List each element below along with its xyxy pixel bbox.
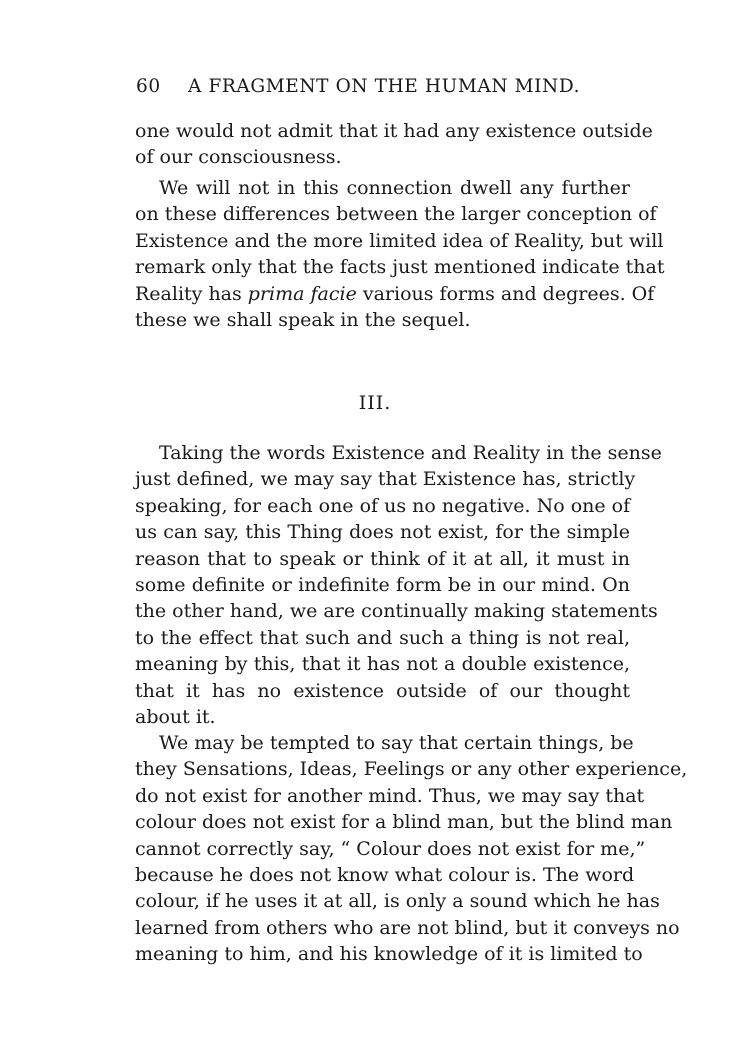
page-number: 60 (136, 76, 161, 97)
text-line: reason that to speak or think of it at all, it must in (135, 547, 630, 570)
text-line: to the effect that such and such a thing is not real, (135, 626, 630, 649)
text-line: colour does not exist for a blind man, but the blind man (135, 811, 673, 834)
italic-phrase: prima facie (247, 282, 357, 305)
text-line: meaning to him, and his knowledge of it is limited to (135, 943, 643, 966)
text-line: about it. (135, 706, 216, 729)
text-line: Taking the words Existence and Reality in the sense (159, 442, 662, 464)
text-line: We may be tempted to say that certain things, be (159, 732, 634, 754)
paragraph-continued (135, 118, 653, 171)
paragraph-we-may-be-tempted (135, 730, 688, 968)
running-title: A FRAGMENT ON THE HUMAN MIND. (188, 76, 581, 97)
text-run: Reality has (135, 282, 248, 305)
text-line: they Sensations, Ideas, Feelings or any other experience, (135, 758, 688, 781)
text-line: one would not admit that it had any existence outside (135, 120, 653, 142)
text-line: on these differences between the larger conception of (135, 203, 657, 226)
running-head (136, 76, 596, 97)
text-line: Existence and the more limited idea of Reality, but will (135, 229, 664, 252)
text-line: do not exist for another mind. Thus, we may say that (135, 784, 645, 807)
text-line: meaning by this, that it has not a double existence, (135, 653, 630, 676)
text-line: just defined, we may say that Existence has, strictly (135, 468, 636, 491)
text-line: these we shall speak in the sequel. (135, 309, 471, 332)
text-line: remark only that the facts just mentioned indicate that (135, 256, 665, 279)
section-heading: III. (358, 392, 392, 414)
text-line: because he does not know what colour is. The word (135, 864, 635, 887)
text-line: of our consciousness. (135, 146, 342, 169)
text-line: us can say, this Thing does not exist, for the simple (135, 521, 630, 544)
text-line: speaking, for each one of us no negative. No one of (135, 494, 631, 517)
paragraph-taking-the-words (135, 440, 662, 730)
text-line: colour, if he uses it at all, is only a sound which he has (135, 890, 660, 913)
text-run: various forms and degrees. Of (356, 282, 655, 305)
text-line (135, 281, 655, 307)
text-line: cannot correctly say, “ Colour does not exist for me,” (135, 837, 646, 860)
paragraph-existence-reality (135, 175, 665, 333)
text-line: learned from others who are not blind, but it conveys no (135, 916, 680, 939)
text-line: some definite or indefinite form be in our mind. On (135, 574, 630, 597)
text-line: We will not in this connection dwell any further (159, 177, 630, 199)
text-line: the other hand, we are continually making statements (135, 600, 658, 623)
text-line: that it has no existence outside of our thought (135, 679, 630, 702)
